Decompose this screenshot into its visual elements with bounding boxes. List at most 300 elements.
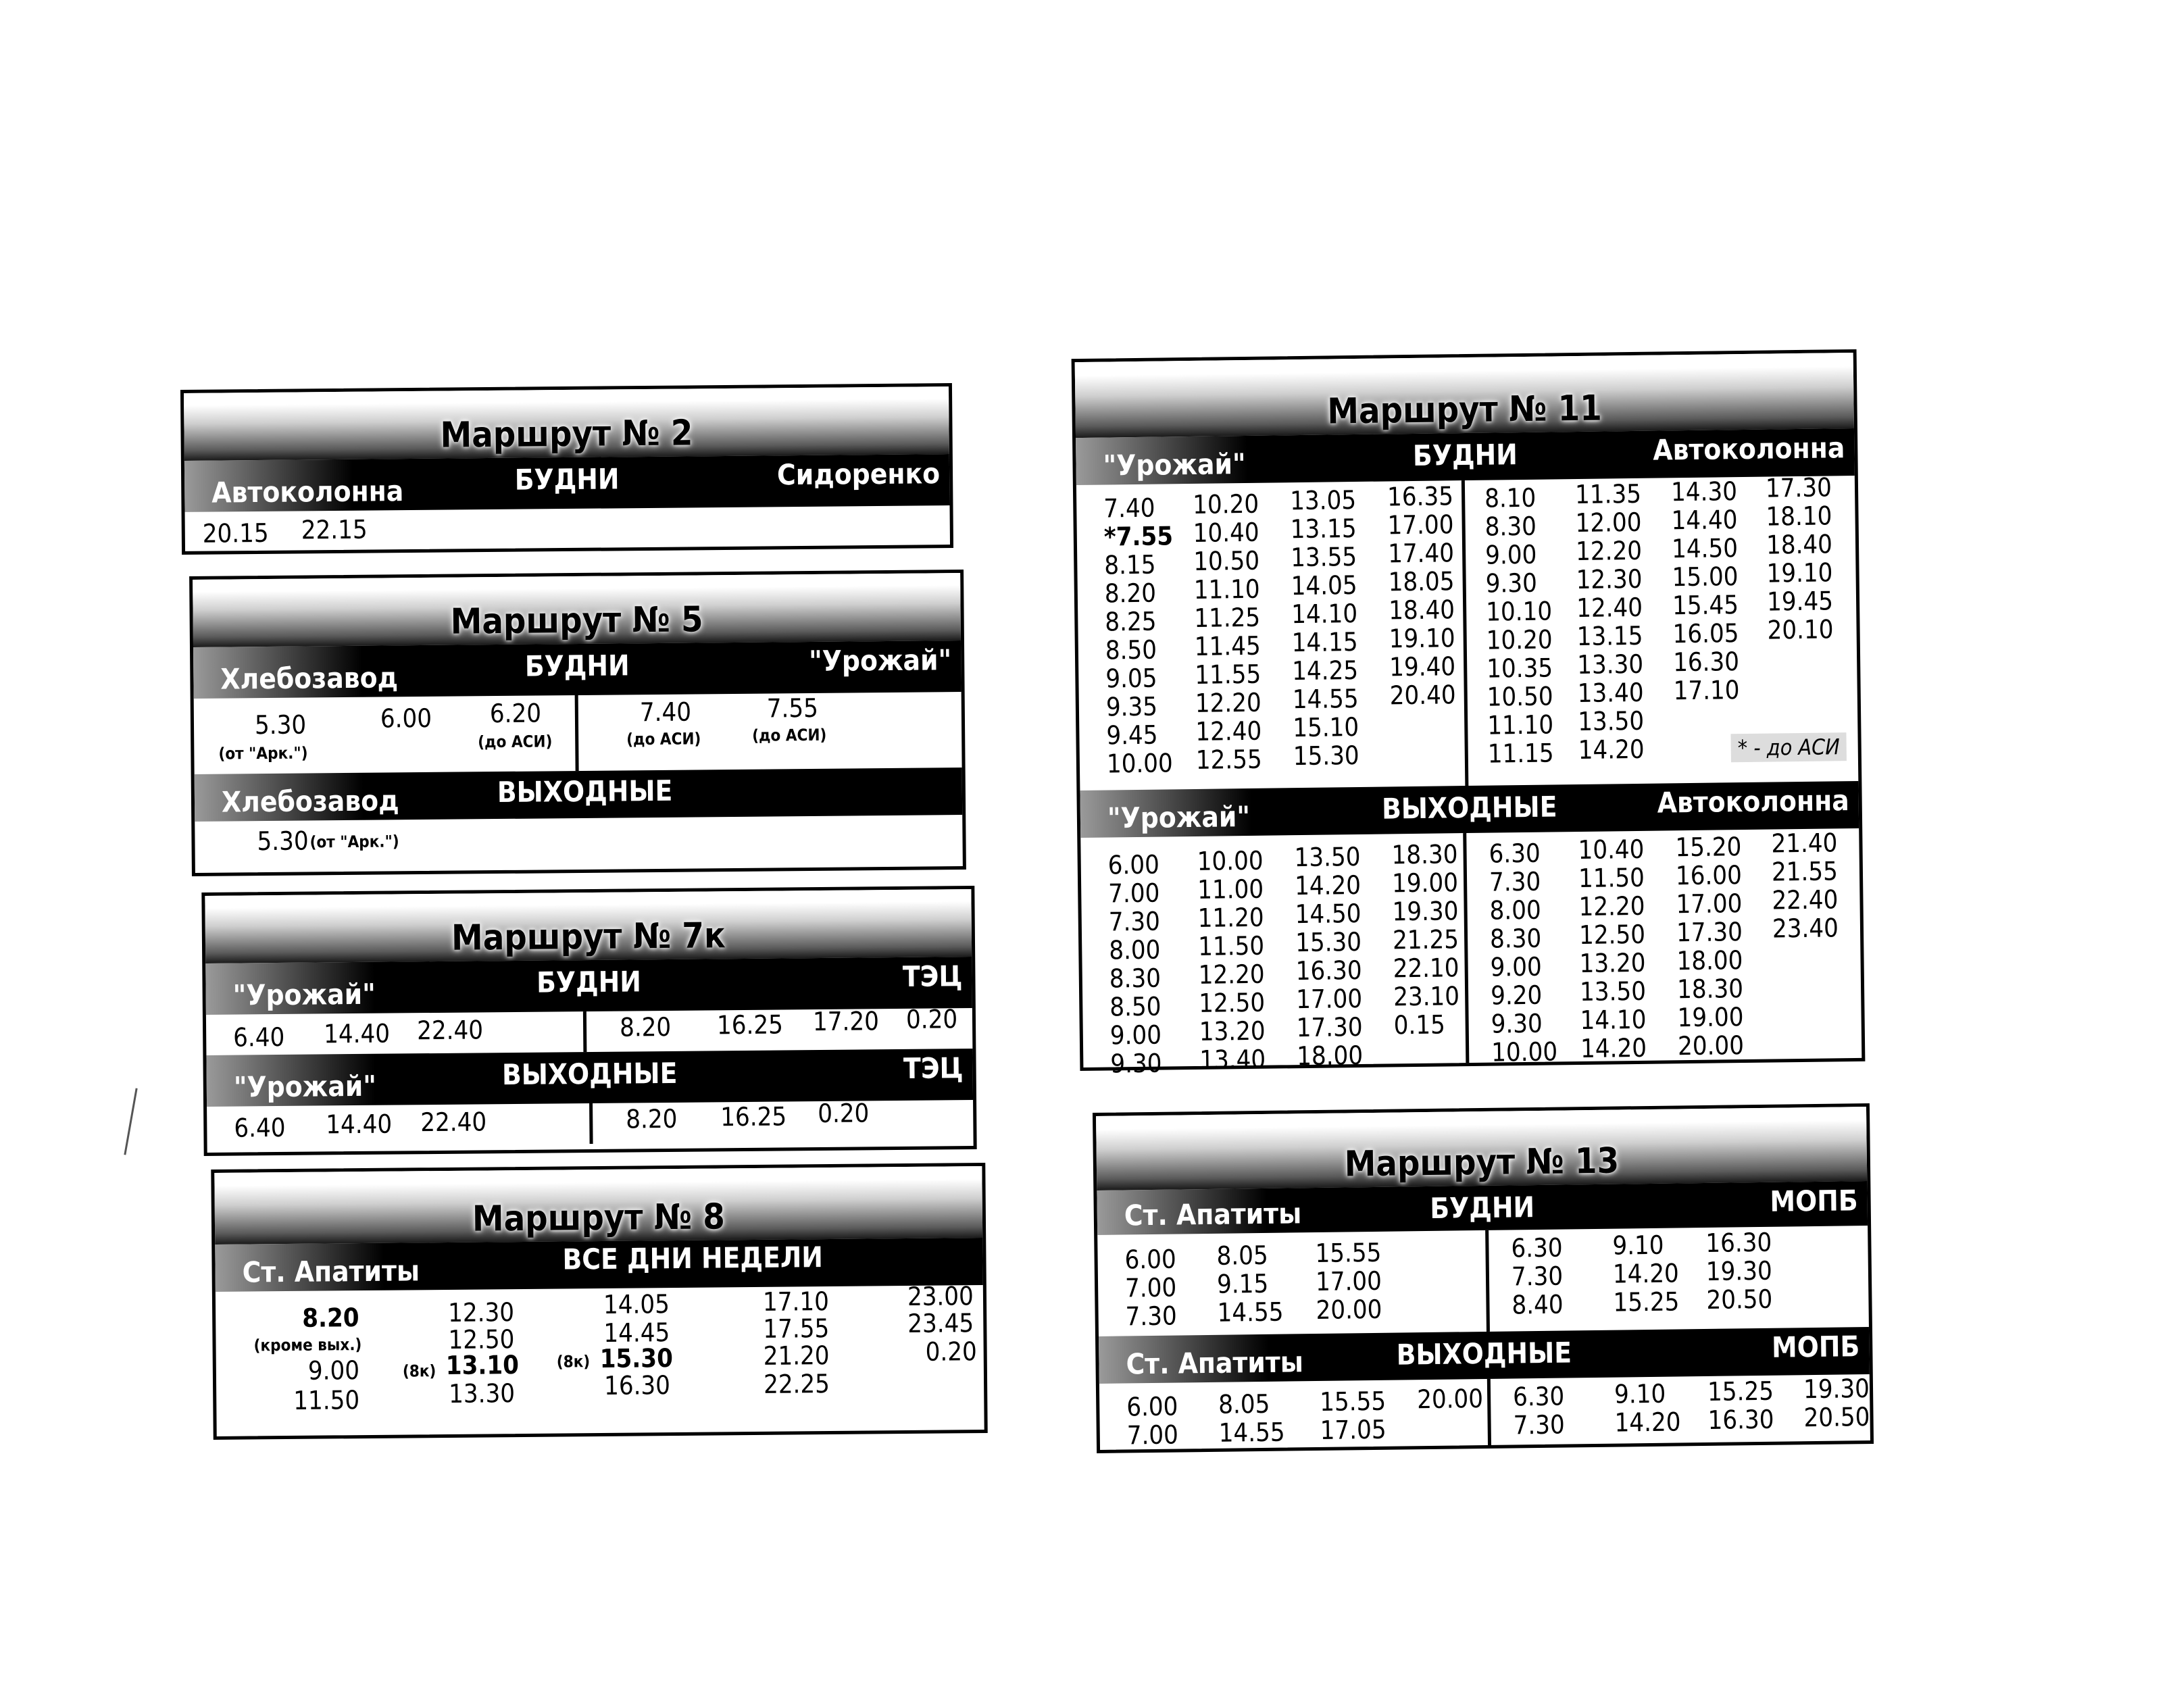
time-cell: 19.10 (1389, 623, 1455, 654)
time-cell: 6.40 (233, 1022, 285, 1053)
route-7k-origin: "Урожай" (232, 977, 376, 1012)
time-cell: 12.20 (1195, 687, 1262, 718)
time-cell: 0.15 (1393, 1009, 1446, 1040)
time-cell: 10.00 (1106, 748, 1174, 779)
time-cell: 12.20 (1575, 535, 1643, 567)
route-5-weekend-period: ВЫХОДНЫЕ (497, 774, 673, 809)
time-cell: 21.40 (1771, 828, 1838, 859)
time-cell: 13.55 (1290, 541, 1357, 573)
route-5-weekday-bar (193, 640, 961, 699)
time-cell: 6.30 (1511, 1232, 1563, 1263)
time-cell: 19.00 (1391, 868, 1459, 899)
time-cell: 11.45 (1194, 630, 1261, 661)
time-cell: 9.00 (1484, 539, 1537, 570)
time-cell: 13.20 (1579, 947, 1646, 979)
time-cell: 9.05 (1105, 663, 1157, 694)
route-8-header-bar (215, 1238, 983, 1292)
time-cell: 12.40 (1576, 592, 1643, 624)
time-cell: 6.00 (1107, 849, 1160, 880)
time-cell: 19.45 (1766, 586, 1834, 617)
time-cell: 11.25 (1194, 602, 1261, 633)
divider (1487, 1379, 1491, 1447)
time-cell: 18.10 (1766, 501, 1832, 532)
time-cell: 13.15 (1290, 513, 1357, 545)
route-2-destination: Сидоренко (776, 457, 941, 492)
time-cell: 11.10 (1193, 574, 1260, 605)
time-cell: 17.00 (1676, 888, 1743, 920)
time-cell: 6.30 (1489, 838, 1541, 869)
route-5-card (189, 570, 966, 876)
time-cell: 23.00 (907, 1281, 974, 1312)
time-column (1614, 1379, 1681, 1436)
time-cell: 0.20 (905, 1004, 958, 1034)
route-13-weekend-destination: МОПБ (1771, 1330, 1860, 1364)
time-cell: 11.50 (1197, 930, 1265, 961)
time-cell: 9.20 (1490, 980, 1543, 1011)
time-cell: 8.30 (1109, 963, 1162, 994)
time-cell: 14.20 (1294, 870, 1362, 901)
route-5-title: Маршрут № 5 (193, 573, 961, 647)
time-column (1391, 840, 1459, 1039)
time-cell: 10.10 (1485, 596, 1553, 627)
time-cell: 13.30 (1576, 649, 1644, 680)
route-13-title: Маршрут № 13 (1096, 1107, 1867, 1190)
time-cell: 10.50 (1193, 545, 1260, 576)
divider (1462, 480, 1469, 786)
route-2-header-bar (184, 454, 950, 512)
route-note: (8к) (556, 1352, 591, 1372)
time-cell: 9.30 (1485, 568, 1538, 599)
time-cell: 10.20 (1192, 488, 1259, 520)
time-cell: 7.30 (1108, 906, 1161, 937)
time-cell: 0.20 (925, 1336, 977, 1367)
route-13-weekday-times (1097, 1226, 1869, 1336)
route-13-card (1093, 1103, 1874, 1453)
time-cell: 8.20 (302, 1303, 359, 1333)
route-11-title: Маршрут № 11 (1075, 353, 1854, 438)
time-cell: 8.10 (1484, 482, 1537, 513)
time-cell: 17.30 (1765, 472, 1832, 503)
time-cell: 7.30 (1489, 866, 1541, 897)
time-cell: 14.15 (1291, 626, 1358, 658)
time-cell: 20.00 (1677, 1030, 1745, 1061)
time-cell: 16.25 (716, 1009, 784, 1040)
time-cell: 15.20 (1675, 832, 1742, 863)
route-5-weekend-bar (195, 768, 963, 822)
time-cell: 8.20 (619, 1011, 672, 1043)
time-column (1320, 1387, 1387, 1445)
time-cell: 10.00 (1197, 845, 1264, 876)
route-8-title: Маршрут № 8 (214, 1166, 982, 1245)
time-cell: 14.40 (326, 1109, 393, 1140)
time-cell: 12.50 (1578, 919, 1646, 951)
time-cell: 6.00 (1124, 1244, 1176, 1275)
time-cell: 9.00 (1490, 951, 1543, 982)
route-7k-weekday-times (206, 1004, 972, 1055)
time-cell: 16.00 (1675, 860, 1743, 891)
time-cell: 14.40 (1671, 505, 1738, 536)
time-cell: 21.25 (1392, 924, 1459, 955)
time-cell: 13.40 (1199, 1044, 1266, 1075)
footnote: * - до АСИ (1730, 732, 1847, 762)
time-cell: 8.20 (626, 1103, 678, 1134)
time-cell: 19.30 (1392, 896, 1459, 927)
route-5-weekday-times (194, 692, 962, 774)
time-cell: 17.00 (1295, 983, 1363, 1015)
time-cell: 16.05 (1672, 618, 1739, 649)
time-cell: 13.10 (445, 1350, 520, 1380)
route-13-weekend-period: ВЫХОДНЫЕ (1396, 1336, 1572, 1372)
time-cell: 11.55 (1195, 659, 1262, 690)
time-cell: 8.40 (1512, 1289, 1564, 1320)
time-cell: 17.40 (1387, 538, 1455, 569)
time-cell: 7.00 (1126, 1420, 1179, 1451)
time-cell: 8.05 (1216, 1240, 1268, 1271)
route-7k-weekend-origin: "Урожай" (233, 1069, 377, 1104)
route-2-origin: Автоколонна (211, 474, 404, 509)
time-cell: 14.10 (1291, 598, 1358, 630)
time-cell: 14.25 (1292, 655, 1359, 686)
time-cell: 14.40 (323, 1018, 391, 1049)
time-cell: 8.05 (1218, 1388, 1270, 1420)
time-cell: 9.15 (1216, 1268, 1269, 1299)
time-cell: 17.10 (1673, 675, 1740, 706)
time-cell: 13.50 (1579, 976, 1647, 1007)
route-5-weekend-origin: Хлебозавод (221, 784, 399, 819)
time-cell: 11.15 (1487, 738, 1554, 769)
time-cell: 16.30 (1672, 647, 1740, 678)
time-cell: 9.00 (307, 1355, 360, 1386)
time-cell: 20.00 (1416, 1384, 1484, 1415)
time-column (1612, 1230, 1679, 1316)
route-5-destination: "Урожай" (808, 643, 952, 678)
time-cell: 6.00 (380, 703, 432, 734)
time-column (1417, 1384, 1483, 1413)
time-column (1218, 1390, 1285, 1447)
time-cell: 19.30 (1705, 1255, 1773, 1286)
time-cell: 7.00 (1124, 1272, 1177, 1303)
route-note: (8к) (402, 1361, 436, 1381)
route-13-weekend-origin: Ст. Апатиты (1126, 1345, 1304, 1381)
time-cell: 14.20 (1578, 734, 1645, 765)
time-note: (от "Арк.") (218, 743, 308, 763)
route-7k-weekend-period: ВЫХОДНЫЕ (501, 1056, 678, 1092)
time-cell: 22.15 (301, 514, 368, 545)
time-cell: 10.40 (1193, 517, 1259, 548)
time-column (1803, 1374, 1870, 1432)
time-cell: 18.40 (1388, 595, 1455, 626)
time-column (1707, 1377, 1774, 1434)
time-cell: 17.05 (1320, 1414, 1387, 1445)
time-cell: 5.30 (254, 709, 307, 740)
time-cell: 15.00 (1672, 561, 1739, 593)
time-cell: 8.30 (1489, 923, 1542, 954)
time-cell: 7.40 (1103, 493, 1155, 524)
time-cell: 18.30 (1391, 839, 1458, 870)
time-cell: 16.35 (1387, 481, 1454, 512)
time-cell: 7.30 (1513, 1409, 1566, 1440)
route-5-weekend-times (195, 815, 962, 862)
time-cell: 13.50 (1294, 841, 1361, 873)
time-note: (до АСИ) (752, 725, 827, 745)
route-11-weekday-times (1076, 472, 1858, 790)
time-cell: 14.20 (1580, 1032, 1647, 1064)
time-column (1197, 847, 1266, 1074)
time-cell: 18.00 (1676, 945, 1743, 976)
time-cell: 18.40 (1766, 529, 1833, 560)
route-11-destination: Автоколонна (1653, 431, 1845, 467)
time-cell: 21.55 (1771, 856, 1839, 887)
time-cell: 20.10 (1767, 614, 1834, 645)
time-cell: 14.55 (1292, 683, 1359, 715)
time-cell: 11.20 (1197, 902, 1264, 933)
time-column (1124, 1245, 1177, 1331)
time-cell: 9.10 (1614, 1378, 1666, 1409)
time-cell: 15.30 (1295, 926, 1362, 958)
time-cell: 15.55 (1315, 1237, 1382, 1269)
route-13-weekend-times (1099, 1374, 1870, 1451)
time-cell: 9.35 (1105, 691, 1158, 722)
time-cell: 6.00 (1126, 1391, 1178, 1422)
time-cell: 10.00 (1491, 1036, 1558, 1068)
time-cell: 17.10 (762, 1286, 830, 1317)
time-cell: 19.00 (1677, 1002, 1744, 1033)
route-13-destination: МОПБ (1770, 1184, 1858, 1218)
time-cell: 9.30 (1491, 1008, 1543, 1039)
time-cell: 6.20 (489, 698, 542, 729)
time-cell: 7.40 (639, 697, 692, 728)
time-cell: 19.10 (1766, 557, 1833, 588)
route-5-origin: Хлебозавод (220, 661, 399, 696)
time-cell: 7.30 (1511, 1261, 1564, 1292)
time-column (1675, 832, 1744, 1060)
route-11-period: БУДНИ (1412, 438, 1518, 472)
time-cell: 22.40 (420, 1107, 487, 1138)
divider (1485, 1230, 1490, 1332)
time-cell: 14.20 (1614, 1407, 1681, 1438)
time-cell: 14.45 (603, 1317, 670, 1348)
time-cell: 10.40 (1578, 834, 1645, 865)
time-cell: 15.25 (1613, 1286, 1680, 1317)
time-cell: 17.20 (812, 1006, 880, 1037)
time-column (1315, 1238, 1382, 1324)
time-cell: 14.30 (1670, 476, 1738, 507)
time-cell: 12.30 (447, 1297, 515, 1328)
route-11-card (1072, 349, 1866, 1079)
divider (589, 1103, 593, 1144)
time-cell: 9.45 (1106, 720, 1158, 751)
time-cell: 20.50 (1706, 1284, 1773, 1315)
time-cell: 15.30 (599, 1343, 674, 1374)
time-cell: 12.40 (1195, 715, 1262, 747)
time-cell: 20.40 (1389, 680, 1456, 711)
time-cell: 17.30 (1296, 1011, 1363, 1043)
time-column (1290, 486, 1359, 770)
time-cell: 16.30 (1295, 955, 1362, 986)
divider (583, 1011, 587, 1052)
time-cell: 9.00 (1109, 1020, 1162, 1051)
time-cell: *7.55 (1103, 521, 1174, 552)
time-column (1766, 473, 1834, 644)
time-cell: 15.45 (1672, 590, 1739, 621)
time-cell: 13.50 (1577, 705, 1645, 737)
route-11-origin: "Урожай" (1103, 447, 1246, 482)
time-cell: 20.15 (202, 518, 269, 549)
time-column (1671, 477, 1740, 705)
route-11-weekend-period: ВЫХОДНЫЕ (1381, 790, 1557, 826)
route-7k-weekend-times (207, 1100, 973, 1147)
route-8-period: ВСЕ ДНИ НЕДЕЛИ (562, 1240, 824, 1276)
time-cell: 12.50 (448, 1324, 515, 1355)
time-cell: 13.15 (1576, 620, 1643, 652)
time-cell: 12.20 (1198, 959, 1265, 990)
time-cell: 0.20 (818, 1098, 870, 1129)
divider (1463, 833, 1469, 1063)
route-8-card (211, 1163, 987, 1440)
time-cell: 18.05 (1388, 566, 1455, 597)
time-cell: 7.30 (1125, 1301, 1178, 1332)
time-cell: 13.20 (1199, 1015, 1266, 1047)
time-column (1484, 483, 1554, 768)
time-cell: 10.35 (1486, 653, 1553, 684)
time-column (1575, 480, 1645, 764)
time-cell: 20.50 (1803, 1402, 1870, 1433)
time-cell: 19.30 (1803, 1374, 1870, 1405)
route-7k-title: Маршрут № 7к (205, 889, 972, 963)
route-7k-weekend-destination: ТЭЦ (903, 1051, 964, 1085)
route-11-weekend-destination: Автоколонна (1657, 784, 1849, 820)
route-7k-destination: ТЭЦ (902, 959, 963, 993)
time-cell: 16.30 (1707, 1404, 1774, 1435)
time-cell: 16.30 (603, 1370, 671, 1401)
time-column (1193, 490, 1262, 774)
time-cell: 20.00 (1316, 1294, 1382, 1326)
time-cell: 23.40 (1772, 913, 1839, 944)
time-cell: 11.35 (1574, 478, 1642, 510)
time-column (1705, 1228, 1772, 1314)
time-cell: 15.30 (1293, 740, 1359, 772)
time-cell: 23.45 (907, 1308, 974, 1339)
time-cell: 8.50 (1109, 991, 1162, 1022)
time-cell: 15.10 (1293, 711, 1359, 743)
time-column (1103, 493, 1176, 778)
time-cell: 16.25 (720, 1101, 787, 1132)
time-column (1126, 1392, 1178, 1450)
route-8-times (216, 1281, 984, 1436)
time-cell: 8.25 (1105, 606, 1157, 637)
time-cell: 15.25 (1707, 1376, 1774, 1407)
time-cell: 14.55 (1218, 1417, 1285, 1448)
time-cell: 14.50 (1295, 898, 1362, 930)
time-cell: 14.10 (1580, 1004, 1647, 1036)
time-cell: 9.10 (1612, 1230, 1664, 1261)
route-2-card (180, 383, 953, 555)
time-column (1511, 1234, 1564, 1320)
time-cell: 19.40 (1389, 651, 1456, 682)
time-cell: 12.00 (1575, 507, 1642, 538)
route-13-period: БУДНИ (1430, 1190, 1535, 1225)
time-cell: 17.00 (1315, 1265, 1382, 1297)
time-cell: 17.55 (763, 1313, 830, 1344)
time-cell: 10.50 (1487, 681, 1553, 712)
route-8-origin: Ст. Апатиты (242, 1254, 420, 1289)
time-note: (до АСИ) (626, 729, 701, 749)
route-2-period: БУДНИ (514, 462, 620, 497)
time-cell: 6.30 (1512, 1381, 1565, 1412)
time-cell: 18.00 (1296, 1040, 1364, 1072)
time-cell: 11.50 (293, 1385, 360, 1415)
time-cell: 6.40 (234, 1112, 286, 1143)
time-cell: 10.20 (1486, 624, 1553, 655)
time-cell: 13.05 (1289, 485, 1357, 516)
time-cell: 13.30 (448, 1378, 516, 1409)
time-column (1771, 828, 1839, 943)
route-2-title: Маршрут № 2 (184, 386, 949, 461)
time-cell: 21.20 (763, 1340, 830, 1371)
time-cell: 12.20 (1578, 890, 1645, 922)
time-cell: 7.00 (1108, 878, 1160, 909)
time-cell: 11.10 (1487, 709, 1554, 740)
route-13-origin: Ст. Апатиты (1124, 1197, 1302, 1232)
scan-mark (124, 1088, 137, 1155)
time-cell: 22.25 (763, 1369, 830, 1399)
time-cell: 22.10 (1393, 953, 1459, 984)
time-cell: 13.40 (1577, 677, 1644, 709)
route-5-period: БУДНИ (524, 649, 630, 683)
time-cell: 23.10 (1393, 981, 1460, 1012)
time-cell: 8.30 (1484, 511, 1537, 542)
time-cell: 9.30 (1110, 1048, 1162, 1079)
time-cell: 11.50 (1578, 862, 1645, 894)
time-cell: 17.30 (1676, 917, 1743, 948)
time-cell: 12.30 (1576, 563, 1643, 595)
time-cell: 8.20 (1104, 578, 1157, 609)
time-column (1513, 1382, 1565, 1440)
time-column (1108, 851, 1162, 1078)
time-cell: 16.30 (1705, 1227, 1772, 1258)
time-cell: 12.50 (1199, 987, 1266, 1018)
time-cell: 22.40 (1772, 884, 1839, 915)
time-note: (кроме вых.) (253, 1335, 362, 1355)
divider (575, 695, 579, 771)
time-cell: 8.00 (1109, 934, 1161, 965)
time-cell: 5.30 (257, 826, 309, 857)
time-column (1387, 482, 1456, 709)
time-note: (до АСИ) (478, 732, 553, 752)
route-11-weekend-origin: "Урожай" (1107, 799, 1251, 835)
time-cell: 15.55 (1319, 1386, 1387, 1417)
route-2-times (185, 505, 950, 553)
time-cell: 14.05 (603, 1289, 670, 1320)
time-cell: 7.55 (766, 693, 819, 724)
time-cell: 17.00 (1387, 509, 1454, 541)
time-cell: 8.15 (1104, 549, 1156, 580)
route-11-weekend-times (1080, 828, 1862, 1079)
time-column (1578, 835, 1647, 1063)
time-cell: 8.00 (1489, 895, 1541, 926)
time-cell: 22.40 (416, 1015, 484, 1046)
time-cell: 14.05 (1291, 570, 1357, 601)
time-cell: 14.20 (1612, 1258, 1680, 1289)
time-column (1489, 838, 1557, 1066)
time-cell: 12.55 (1195, 744, 1262, 775)
time-note: (от "Арк.") (309, 832, 399, 852)
time-cell: 8.50 (1105, 634, 1157, 665)
time-cell: 14.50 (1671, 533, 1739, 564)
time-cell: 11.00 (1197, 874, 1264, 905)
time-cell: 18.30 (1676, 974, 1744, 1005)
route-7k-period: БУДНИ (536, 965, 642, 999)
